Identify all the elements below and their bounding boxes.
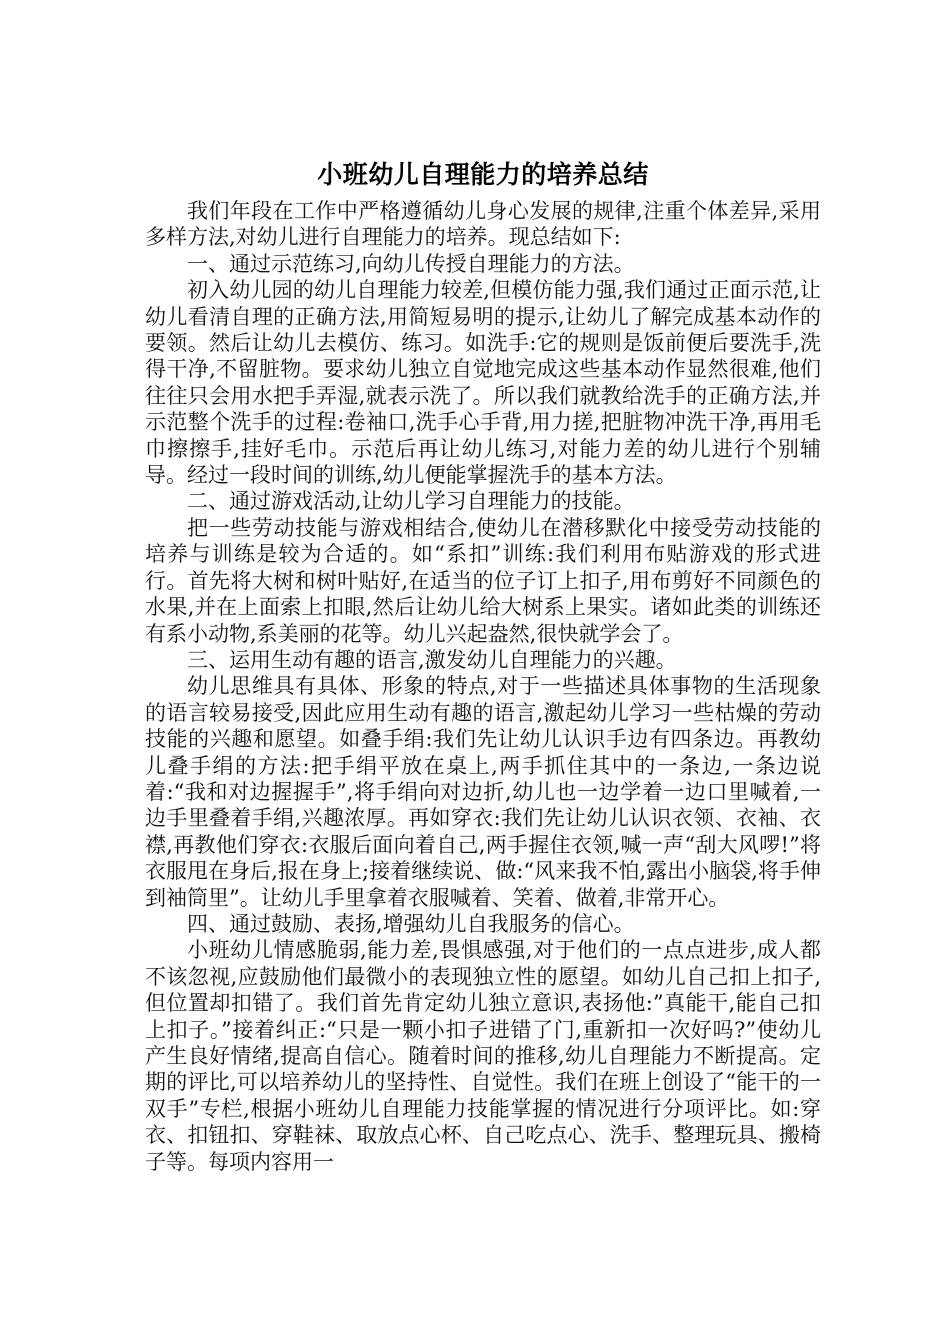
section-body-4: 小班幼儿情感脆弱,能力差,畏惧感强,对于他们的一点点进步,成人都不该忽视,应鼓励他们最微小的表现独立性的愿望。如幼儿自己扣上扣子,但位置却扣错了。我们首先肯定幼儿独立意识,表扬他:”真能干,能自己扣上扣子。”接着纠正:“只是一颗小扣子进错了门,重新扣一次好吗?”使幼儿产生良好情绪,提高自信心。随着时间的推移,幼儿自理能力不断提高。定期的评比,可以培养幼儿的坚持性、自觉性。我们在班上创设了“能干的一双手”专栏,根据小班幼儿自理能力技能掌握的情况进行分项评比。如:穿衣、扣钮扣、穿鞋袜、取放点心杯、自己吃点心、洗手、整理玩具、搬椅子等。每项内容用一 bbox=[145, 938, 821, 1174]
intro-paragraph: 我们年段在工作中严格遵循幼儿身心发展的规律,注重个体差异,采用多样方法,对幼儿进行自理能力的培养。现总结如下: bbox=[145, 199, 821, 250]
document-title: 小班幼儿自理能力的培养总结 bbox=[317, 160, 649, 189]
section-heading-4: 四、通过鼓励、表扬,增强幼儿自我服务的信心。 bbox=[187, 911, 635, 936]
section-heading-1: 一、通过示范练习,向幼儿传授自理能力的方法。 bbox=[187, 251, 635, 276]
section-body-1: 初入幼儿园的幼儿自理能力较差,但模仿能力强,我们通过正面示范,让幼儿看清自理的正确方法,用简短易明的提示,让幼儿了解完成基本动作的要领。然后让幼儿去模仿、练习。如洗手:它的规则是饭前便后要洗手,洗得干净,不留脏物。要求幼儿独立自觉地完成这些基本动作显然很难,他们往往只会用水把手弄湿,就表示洗了。所以我们就教给洗手的正确方法,并示范整个洗手的过程:卷袖口,洗手心手背,用力搓,把脏物冲洗干净,再用毛巾擦擦手,挂好毛巾。示范后再让幼儿练习,对能力差的幼儿进行个别辅导。经过一段时间的训练,幼儿便能掌握洗手的基本方法。 bbox=[145, 278, 821, 488]
section-body-2: 把一些劳动技能与游戏相结合,使幼儿在潜移默化中接受劳动技能的培养与训练是较为合适的。如“系扣”训练:我们利用布贴游戏的形式进行。首先将大树和树叶贴好,在适当的位子订上扣子,用布剪好不同颜色的水果,并在上面索上扣眼,然后让幼儿给大树系上果实。诸如此类的训练还有系小动物,系美丽的花等。幼儿兴起盎然,很快就学会了。 bbox=[145, 515, 821, 646]
section-heading-2: 二、通过游戏活动,让幼儿学习自理能力的技能。 bbox=[187, 489, 635, 514]
document-body bbox=[145, 152, 821, 1175]
section-body-3: 幼儿思维具有具体、形象的特点,对于一些描述具体事物的生活现象的语言较易接受,因此应用生动有趣的语言,激起幼儿学习一些枯燥的劳动技能的兴趣和愿望。如叠手绢:我们先让幼儿认识手边有四条边。再教幼儿叠手绢的方法:把手绢平放在桌上,两手抓住其中的一条边,一条边说着:“我和对边握握手”,将手绢向对边折,幼儿也一边学着一边口里喊着,一边手里叠着手绢,兴趣浓厚。再如穿衣:我们先让幼儿认识衣领、衣袖、衣襟,再教他们穿衣:衣服后面向着自己,两手握住衣领,喊一声“刮大风啰!”将衣服甩在身后,报在身上;接着继续说、做:“风来我不怕,露出小脑袋,将手伸到袖筒里”。让幼儿手里拿着衣服喊着、笑着、做着,非常开心。 bbox=[145, 674, 821, 910]
section-heading-3: 三、运用生动有趣的语言,激发幼儿自理能力的兴趣。 bbox=[187, 647, 677, 672]
